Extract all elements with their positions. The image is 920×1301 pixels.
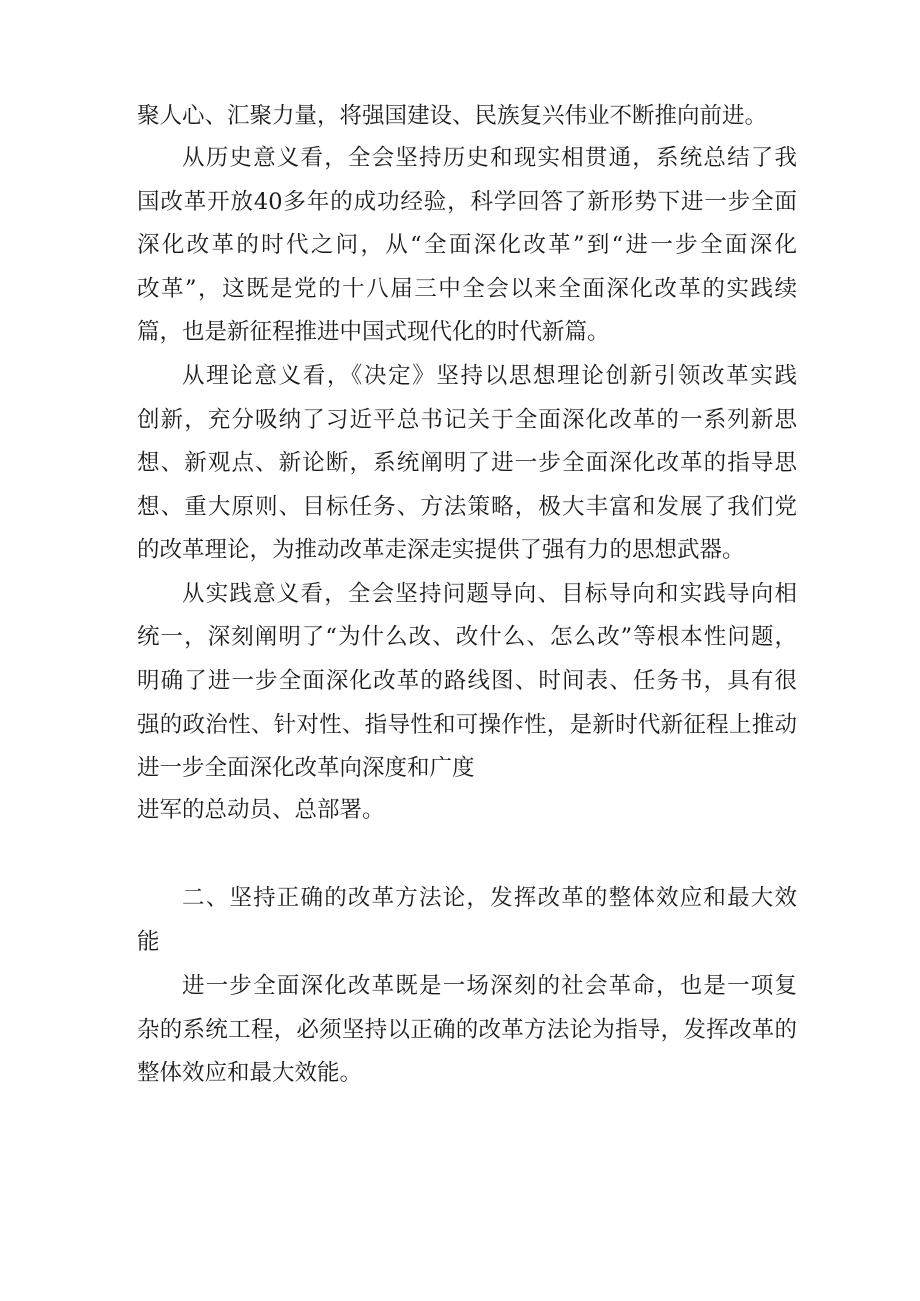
section-heading-line: 能 <box>137 929 160 955</box>
paragraph-line: 明确了进一步全面深化改革的路线图、时间表、任务书，具有很 <box>137 668 797 694</box>
paragraph-line: 创新，充分吸纳了习近平总书记关于全面深化改革的一系列新思 <box>137 407 797 433</box>
paragraph-line: 强的政治性、针对性、指导性和可操作性，是新时代新征程上推动 <box>137 712 797 738</box>
paragraph-line: 的改革理论，为推动改革走深走实提供了强有力的思想武器。 <box>137 537 745 563</box>
paragraph-line: 杂的系统工程，必须坚持以正确的改革方法论为指导，发挥改革的 <box>137 1017 797 1043</box>
paragraph-line: 想、新观点、新论断，系统阐明了进一步全面深化改革的指导思 <box>137 450 797 476</box>
paragraph-line: 从历史意义看，全会坚持历史和现实相贯通，系统总结了我 <box>182 145 797 171</box>
paragraph-line: 篇，也是新征程推进中国式现代化的时代新篇。 <box>137 319 610 345</box>
section-heading-line: 二、坚持正确的改革方法论，发挥改革的整体效应和最大效 <box>182 885 797 911</box>
paragraph-line: 国改革开放40多年的成功经验，科学回答了新形势下进一步全面 <box>137 189 797 215</box>
paragraph-line: 统一，深刻阐明了“为什么改、改什么、怎么改”等根本性问题， <box>137 624 797 650</box>
paragraph-line: 进一步全面深化改革向深度和广度 <box>137 755 475 781</box>
paragraph-line: 想、重大原则、目标任务、方法策略，极大丰富和发展了我们党 <box>137 494 797 520</box>
paragraph-line: 整体效应和最大效能。 <box>137 1060 363 1086</box>
paragraph-line: 聚人心、汇聚力量，将强国建设、民族复兴伟业不断推向前进。 <box>137 103 768 129</box>
paragraph-line: 进军的总动员、总部署。 <box>137 797 385 823</box>
paragraph-line: 从理论意义看，《决定》坚持以思想理论创新引领改革实践 <box>182 363 797 389</box>
paragraph-line: 深化改革的时代之问，从“全面深化改革”到“进一步全面深化 <box>137 232 797 258</box>
paragraph-line: 从实践意义看，全会坚持问题导向、目标导向和实践导向相 <box>182 581 797 607</box>
paragraph-line: 改革”，这既是党的十八届三中全会以来全面深化改革的实践续 <box>137 276 797 302</box>
paragraph-line: 进一步全面深化改革既是一场深刻的社会革命，也是一项复 <box>182 973 797 999</box>
